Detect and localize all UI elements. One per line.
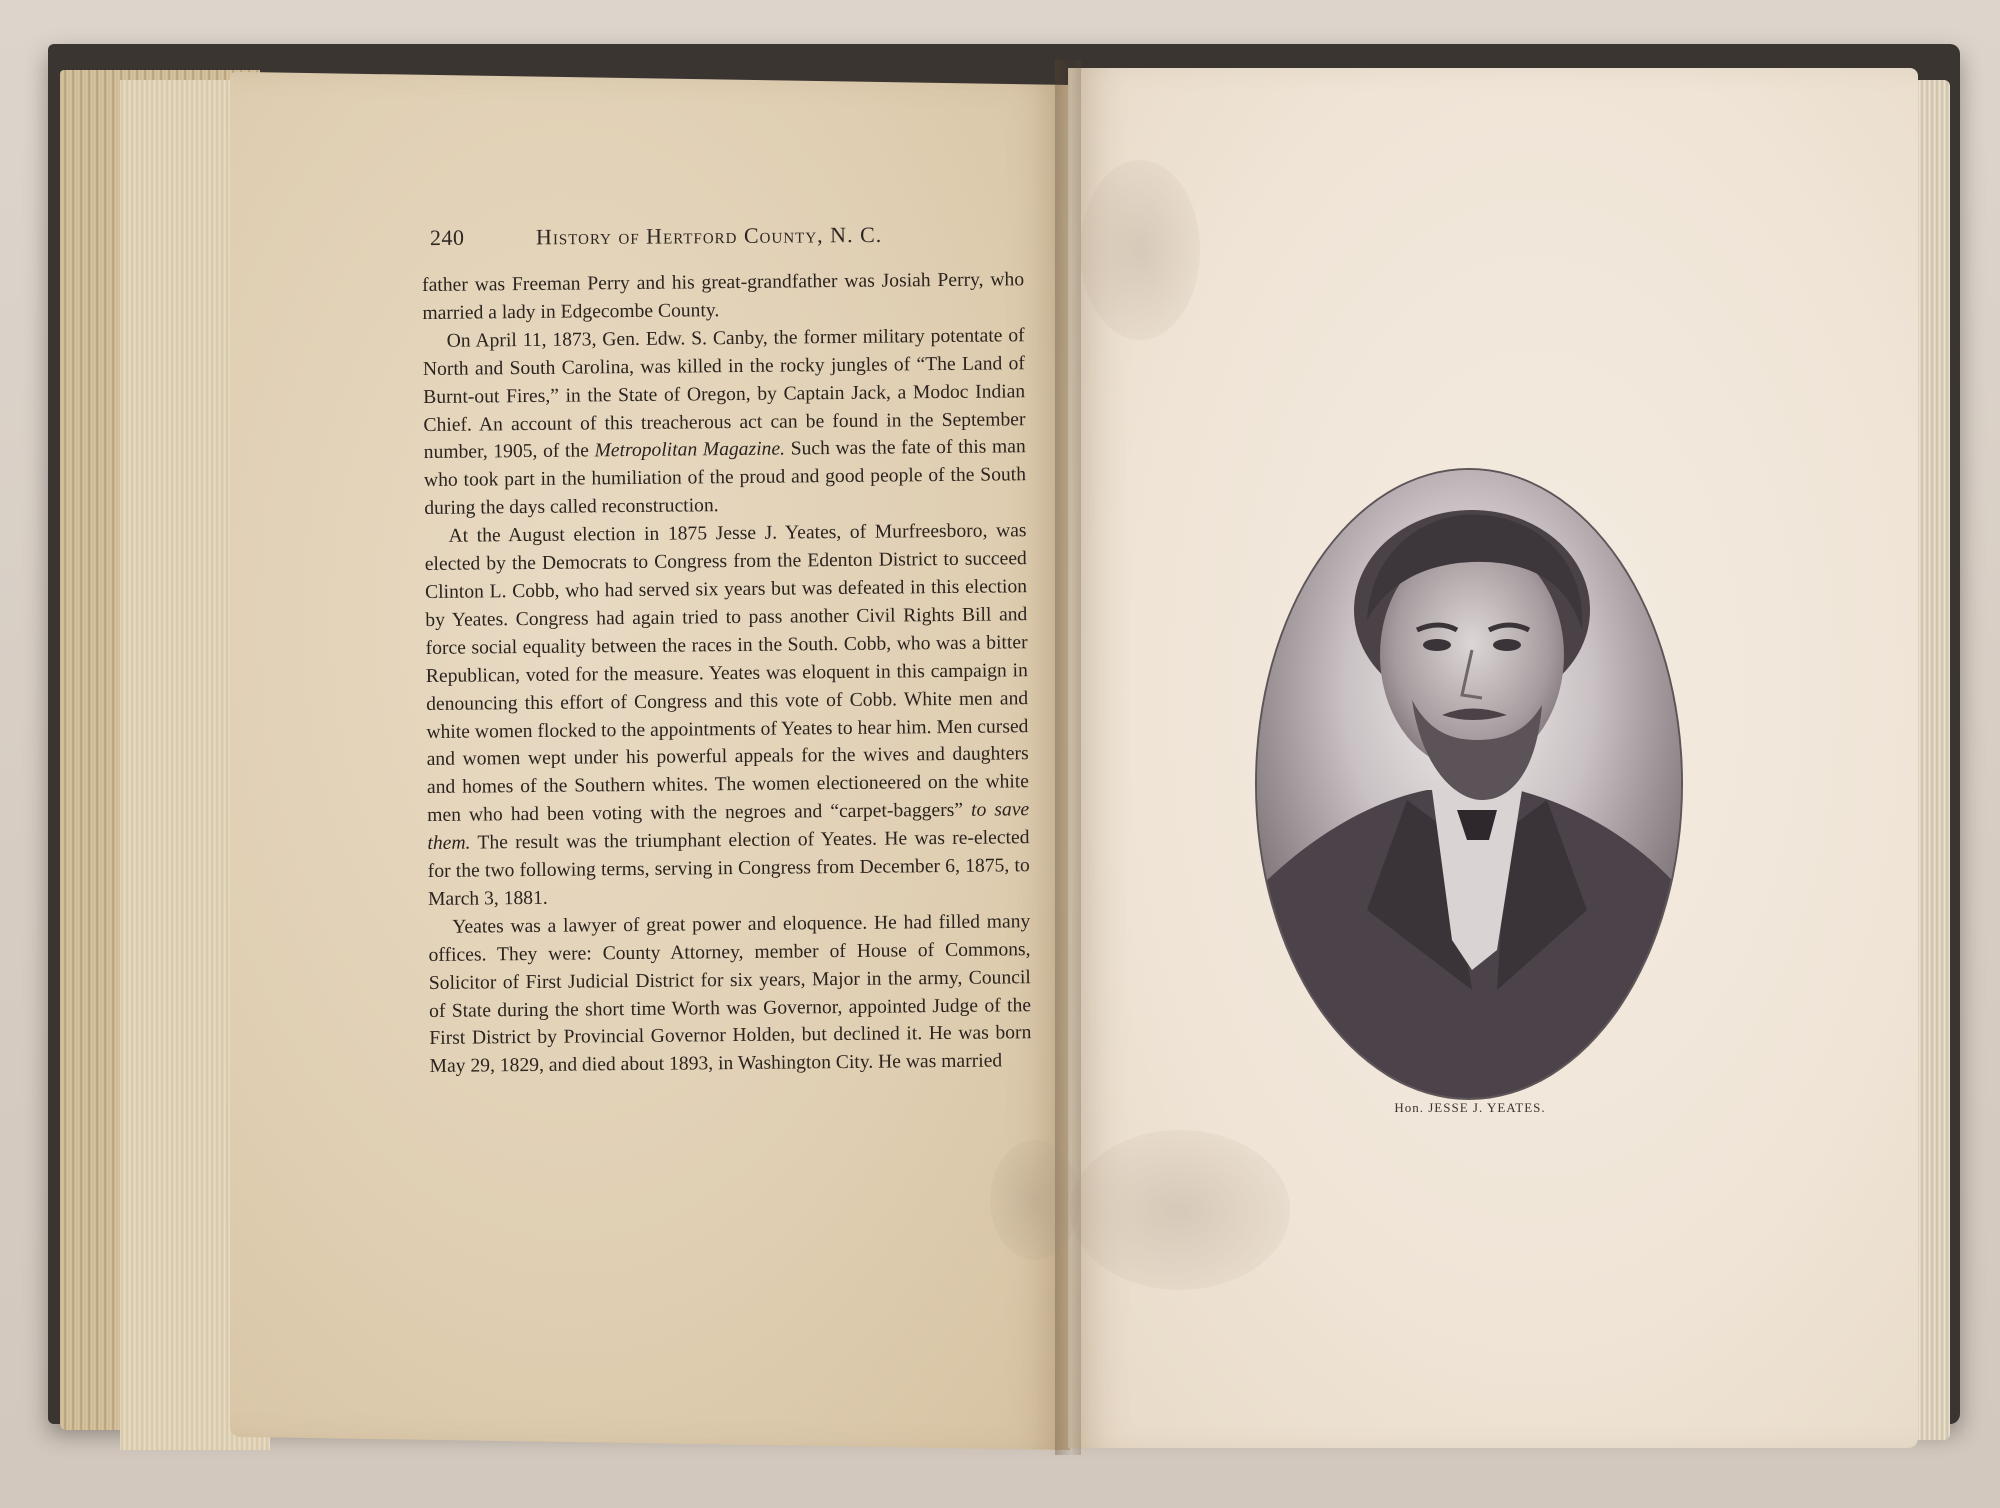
paragraph [428,908,1032,1081]
running-header [430,221,1030,251]
paragraph-text: Yeates was a lawyer of great power and eloquence. He had filled many offices. They were: County Attorney, member of House of Commons, Solicitor of First Judicial District for six years, Major in the army, Council of State during the short time Worth was Governor, appointed Judge of the First District by Provincial Governor Holden, but declined it. He was born May 29, 1829, and died about 1893, in Washington City. He was married [428,911,1032,1078]
paragraph-text: At the August election in 1875 Jesse J. Yeates, of Murfreesboro, was elected by the Democrats to Congress from the Edenton District to succeed Clinton L. Cobb, who had served six years but was defeated in this election by Yeates. Congress had again tried to pass another Civil Rights Bill and force social equality between the races in the South. Cobb, who was a bitter Republican, voted for the measure. Yeates was eloquent in this campaign in denouncing this effort of Congress and this vote of Cobb. White men and white women flocked to the appointments of Yeates to hear him. Men cursed and women wept under his powerful appeals for the wives and daughters and homes of the Southern whites. The women electioneered on the white men who had been voting with the negroes and “carpet-baggers” [424,520,1030,827]
paragraph [422,266,1025,328]
paragraph-text: The result was the triumphant election of Yeates. He was re-elected for the two following terms, serving in Congress from December 6, 1875, to March 3, 1881. [427,827,1030,910]
paragraph [423,322,1027,523]
paragraph-text: On April 11, 1873, Gen. Edw. S. Canby, the former military potentate of North and South Carolina, was killed in the rocky jungles of “The Land of Burnt-out Fires,” in the State of Oregon, by Captain Jack, a Modoc Indian Chief. An account of this treacherous act can be found in the September number, 1905, of the [422,325,1026,464]
italic-text: Metropolitan Magazine. [594,438,786,462]
paragraph [424,517,1030,913]
page-number: 240 [429,224,465,251]
portrait-illustration [1257,470,1681,1098]
paper-stain [1070,1130,1290,1290]
paragraph-text: father was Freeman Perry and his great-grandfather was Josiah Perry, who married a lady in Edgecombe County. [422,269,1025,324]
italic-text: to save them. [427,799,1030,855]
paper-stain [1080,160,1200,340]
portrait-caption: Hon. JESSE J. YEATES. [1394,1100,1546,1115]
body-text [422,266,1032,1081]
paragraph-text: Such was the fate of this man who took part in the humiliation of the proud and good people of the South during the days called reconstruction. [423,436,1027,520]
paper-stain [990,1140,1080,1260]
portrait-photo [1255,468,1683,1100]
running-title: History of Hertford County, N. C. [535,221,883,250]
